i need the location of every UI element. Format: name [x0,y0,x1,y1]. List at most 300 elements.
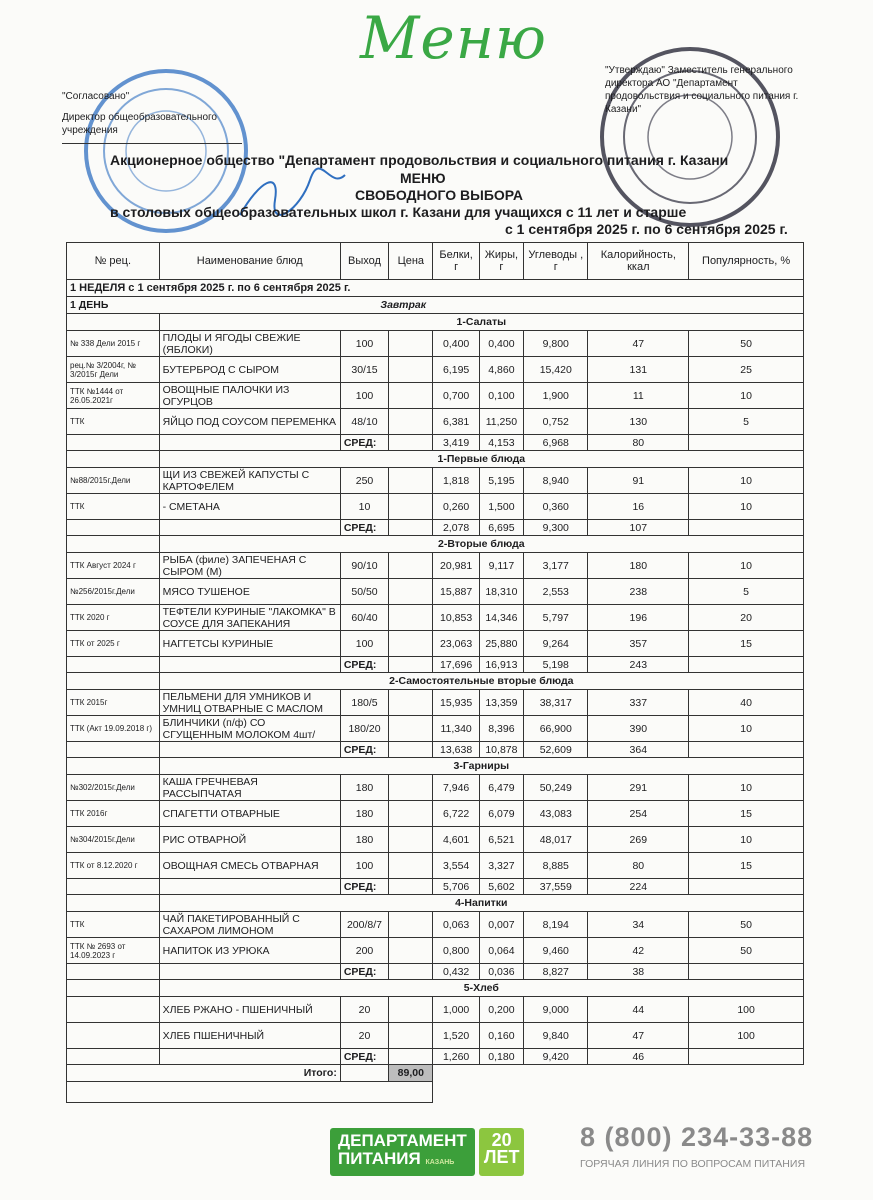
total-row [67,1065,804,1082]
dish-carbs: 9,460 [524,938,588,964]
dish-price [389,605,433,631]
average-row [67,964,804,980]
recipe-code [67,997,160,1023]
dish-protein: 20,981 [433,553,479,579]
menu-table [66,242,804,1103]
average-calories: 46 [588,1049,689,1065]
dish-popularity: 10 [689,553,804,579]
dish-row [67,494,804,520]
dish-row [67,853,804,879]
dish-name: РЫБА (филе) ЗАПЕЧЕНАЯ С СЫРОМ (М) [159,553,340,579]
dish-row [67,690,804,716]
dish-carbs: 9,800 [524,331,588,357]
table-cell [389,742,433,758]
logo-line2: ПИТАНИЯ [338,1149,421,1168]
dish-protein: 11,340 [433,716,479,742]
dish-price [389,775,433,801]
dish-row [67,801,804,827]
dish-name: ПЛОДЫ И ЯГОДЫ СВЕЖИЕ (ЯБЛОКИ) [159,331,340,357]
average-protein: 5,706 [433,879,479,895]
dish-calories: 47 [588,331,689,357]
average-row [67,879,804,895]
dish-price [389,357,433,383]
dish-fat: 4,860 [479,357,523,383]
dish-carbs: 38,317 [524,690,588,716]
week-label: 1 НЕДЕЛЯ с 1 сентября 2025 г. по 6 сентября 2025 г. [67,280,804,297]
page-title: Меню [360,4,547,72]
table-cell [389,435,433,451]
table-cell [67,895,160,912]
table-cell [67,1049,160,1065]
dish-output: 250 [340,468,388,494]
average-protein: 1,260 [433,1049,479,1065]
column-header: Цена [389,243,433,280]
dish-price [389,938,433,964]
dish-fat: 25,880 [479,631,523,657]
average-protein: 2,078 [433,520,479,536]
dish-price [389,468,433,494]
dish-protein: 0,700 [433,383,479,409]
dish-fat: 6,521 [479,827,523,853]
section-title: 1-Первые блюда [159,451,803,468]
average-carbs: 37,559 [524,879,588,895]
meal-label: Завтрак [340,297,803,314]
recipe-code: ТТК №1444 от 26.05.2021г [67,383,160,409]
dish-protein: 15,935 [433,690,479,716]
dish-fat: 8,396 [479,716,523,742]
hotline-caption: ГОРЯЧАЯ ЛИНИЯ ПО ВОПРОСАМ ПИТАНИЯ [580,1158,806,1170]
dish-popularity: 10 [689,716,804,742]
average-fat: 6,695 [479,520,523,536]
section-header-row [67,980,804,997]
table-cell [389,879,433,895]
recipe-code: ТТК [67,494,160,520]
dish-name: ХЛЕБ РЖАНО - ПШЕНИЧНЫЙ [159,997,340,1023]
table-cell [689,657,804,673]
dish-protein: 1,818 [433,468,479,494]
table-cell [159,964,340,980]
dish-popularity: 25 [689,357,804,383]
dish-popularity: 10 [689,468,804,494]
table-cell [689,742,804,758]
dish-calories: 16 [588,494,689,520]
dish-name: ХЛЕБ ПШЕНИЧНЫЙ [159,1023,340,1049]
dish-row [67,553,804,579]
dish-name: ПЕЛЬМЕНИ ДЛЯ УМНИКОВ И УМНИЦ ОТВАРНЫЕ С МАСЛОМ [159,690,340,716]
average-calories: 80 [588,435,689,451]
dish-output: 200/8/7 [340,912,388,938]
dish-price [389,1023,433,1049]
dish-calories: 130 [588,409,689,435]
table-cell [67,657,160,673]
dish-price [389,853,433,879]
agreed-label: "Согласовано" [62,91,130,102]
day-row [67,297,804,314]
dish-price [389,997,433,1023]
dish-protein: 23,063 [433,631,479,657]
dish-carbs: 9,840 [524,1023,588,1049]
dish-output: 100 [340,631,388,657]
table-cell [689,879,804,895]
dish-protein: 0,260 [433,494,479,520]
average-fat: 0,180 [479,1049,523,1065]
column-header: Углеводы , г [524,243,588,280]
dish-protein: 0,400 [433,331,479,357]
dish-carbs: 8,194 [524,912,588,938]
column-header: № рец. [67,243,160,280]
dish-protein: 1,000 [433,997,479,1023]
section-title: 1-Салаты [159,314,803,331]
table-cell [389,657,433,673]
dish-fat: 0,160 [479,1023,523,1049]
table-cell [67,1082,433,1103]
dish-calories: 337 [588,690,689,716]
column-header: Наименование блюд [159,243,340,280]
dish-protein: 15,887 [433,579,479,605]
dish-row [67,331,804,357]
dish-calories: 180 [588,553,689,579]
free-choice-heading: СВОБОДНОГО ВЫБОРА [355,187,524,203]
dish-popularity: 50 [689,938,804,964]
recipe-code: рец.№ 3/2004г, № 3/2015г Дели [67,357,160,383]
dish-fat: 11,250 [479,409,523,435]
dish-name: ОВОЩНЫЕ ПАЛОЧКИ ИЗ ОГУРЦОВ [159,383,340,409]
average-carbs: 9,420 [524,1049,588,1065]
average-row [67,742,804,758]
average-fat: 4,153 [479,435,523,451]
dish-calories: 44 [588,997,689,1023]
dish-popularity: 100 [689,1023,804,1049]
approved-block: "Утверждаю" Заместитель генерального директора АО "Департамент продовольствия и социального питания г. Казани" [605,65,799,115]
dish-carbs: 66,900 [524,716,588,742]
logo-text [330,1128,475,1176]
table-cell [67,314,160,331]
dish-row [67,631,804,657]
average-calories: 38 [588,964,689,980]
dish-output: 180/20 [340,716,388,742]
dish-protein: 7,946 [433,775,479,801]
average-calories: 364 [588,742,689,758]
blank-row [67,1082,804,1103]
section-header-row [67,673,804,690]
dish-fat: 14,346 [479,605,523,631]
table-cell [689,435,804,451]
average-label: СРЕД: [340,879,388,895]
dish-protein: 6,381 [433,409,479,435]
average-row [67,1049,804,1065]
average-carbs: 6,968 [524,435,588,451]
recipe-code: ТТК 2016г [67,801,160,827]
dish-carbs: 9,000 [524,997,588,1023]
average-calories: 243 [588,657,689,673]
dish-protein: 6,195 [433,357,479,383]
dish-popularity: 15 [689,631,804,657]
menu-table-wrap [66,242,804,1103]
dish-carbs: 0,752 [524,409,588,435]
average-fat: 0,036 [479,964,523,980]
dish-price [389,690,433,716]
section-title: 3-Гарниры [159,758,803,775]
recipe-code: №88/2015г.Дели [67,468,160,494]
average-carbs: 9,300 [524,520,588,536]
dish-fat: 0,007 [479,912,523,938]
table-cell [389,520,433,536]
dish-calories: 42 [588,938,689,964]
dish-output: 100 [340,383,388,409]
average-carbs: 8,827 [524,964,588,980]
recipe-code: ТТК от 8.12.2020 г [67,853,160,879]
dish-price [389,631,433,657]
dish-fat: 6,479 [479,775,523,801]
period-heading: с 1 сентября 2025 г. по 6 сентября 2025 г. [505,221,788,237]
dish-row [67,468,804,494]
dish-name: БУТЕРБРОД С СЫРОМ [159,357,340,383]
table-cell [67,758,160,775]
recipe-code: №304/2015г.Дели [67,827,160,853]
average-fat: 5,602 [479,879,523,895]
dish-carbs: 8,885 [524,853,588,879]
section-title: 5-Хлеб [159,980,803,997]
dish-fat: 0,064 [479,938,523,964]
dish-name: НАПИТОК ИЗ УРЮКА [159,938,340,964]
dish-calories: 47 [588,1023,689,1049]
column-header: Популярность, % [689,243,804,280]
table-cell [433,1082,804,1103]
dish-calories: 34 [588,912,689,938]
dish-fat: 1,500 [479,494,523,520]
logo-anniversary [479,1128,525,1176]
brand-logo [330,1128,524,1176]
dish-row [67,997,804,1023]
dish-carbs: 9,264 [524,631,588,657]
recipe-code: ТТК [67,912,160,938]
dish-protein: 0,800 [433,938,479,964]
average-label: СРЕД: [340,742,388,758]
total-value: 89,00 [389,1065,433,1082]
section-header-row [67,314,804,331]
dish-popularity: 5 [689,409,804,435]
week-row [67,280,804,297]
dish-row [67,716,804,742]
dish-name: ЧАЙ ПАКЕТИРОВАННЫЙ С САХАРОМ ЛИМОНОМ [159,912,340,938]
table-cell [67,536,160,553]
dish-row [67,827,804,853]
recipe-code: №256/2015г.Дели [67,579,160,605]
dish-row [67,775,804,801]
table-body [67,280,804,1103]
dish-row [67,383,804,409]
average-protein: 13,638 [433,742,479,758]
column-header: Белки, г [433,243,479,280]
average-row [67,520,804,536]
dish-carbs: 2,553 [524,579,588,605]
dish-calories: 390 [588,716,689,742]
average-label: СРЕД: [340,657,388,673]
dish-name: РИС ОТВАРНОЙ [159,827,340,853]
column-header: Жиры, г [479,243,523,280]
dish-output: 90/10 [340,553,388,579]
dish-calories: 238 [588,579,689,605]
dish-name: ОВОЩНАЯ СМЕСЬ ОТВАРНАЯ [159,853,340,879]
dish-name: ЯЙЦО ПОД СОУСОМ ПЕРЕМЕНКА [159,409,340,435]
dish-protein: 4,601 [433,827,479,853]
recipe-code: № 338 Дели 2015 г [67,331,160,357]
total-label: Итого: [67,1065,341,1082]
table-cell [159,657,340,673]
dish-output: 100 [340,853,388,879]
average-carbs: 5,198 [524,657,588,673]
dish-output: 180 [340,801,388,827]
dish-carbs: 15,420 [524,357,588,383]
dish-protein: 3,554 [433,853,479,879]
column-header: Калорийность, ккал [588,243,689,280]
dish-calories: 196 [588,605,689,631]
dish-popularity: 20 [689,605,804,631]
table-cell [433,1065,804,1082]
dish-price [389,409,433,435]
dish-name: БЛИНЧИКИ (п/ф) СО СГУЩЕННЫМ МОЛОКОМ 4шт/ [159,716,340,742]
dish-row [67,409,804,435]
dish-fat: 13,359 [479,690,523,716]
table-cell [67,964,160,980]
recipe-code: ТТК 2020 г [67,605,160,631]
dish-calories: 291 [588,775,689,801]
dish-name: - СМЕТАНА [159,494,340,520]
logo-years-word: ЛЕТ [483,1147,520,1167]
dish-popularity: 15 [689,853,804,879]
dish-name: МЯСО ТУШЕНОЕ [159,579,340,605]
table-cell [159,1049,340,1065]
dish-row [67,605,804,631]
average-calories: 224 [588,879,689,895]
dish-row [67,1023,804,1049]
section-header-row [67,895,804,912]
dish-popularity: 10 [689,494,804,520]
table-cell [159,435,340,451]
recipe-code: ТТК 2015г [67,690,160,716]
dish-calories: 357 [588,631,689,657]
dish-fat: 18,310 [479,579,523,605]
section-header-row [67,536,804,553]
logo-city: КАЗАНЬ [425,1159,455,1166]
agreed-block [62,90,242,144]
dish-output: 180/5 [340,690,388,716]
hotline-phone: 8 (800) 234-33-88 [580,1122,814,1152]
org-name: Акционерное общество "Департамент продовольствия и социального питания г. Казани [110,152,729,168]
dish-calories: 91 [588,468,689,494]
dish-output: 200 [340,938,388,964]
dish-output: 180 [340,827,388,853]
dish-calories: 131 [588,357,689,383]
dish-fat: 0,200 [479,997,523,1023]
dish-fat: 6,079 [479,801,523,827]
recipe-code: ТТК [67,409,160,435]
average-carbs: 52,609 [524,742,588,758]
section-header-row [67,758,804,775]
dish-protein: 1,520 [433,1023,479,1049]
dish-output: 50/50 [340,579,388,605]
table-cell [67,435,160,451]
dish-row [67,938,804,964]
dish-popularity: 10 [689,827,804,853]
dish-calories: 254 [588,801,689,827]
dish-popularity: 40 [689,690,804,716]
dish-carbs: 50,249 [524,775,588,801]
dish-fat: 0,400 [479,331,523,357]
dish-name: КАША ГРЕЧНЕВАЯ РАССЫПЧАТАЯ [159,775,340,801]
dish-calories: 269 [588,827,689,853]
section-header-row [67,451,804,468]
table-cell [159,742,340,758]
table-cell [67,451,160,468]
dish-carbs: 3,177 [524,553,588,579]
dish-name: НАГГЕТСЫ КУРИНЫЕ [159,631,340,657]
dish-popularity: 50 [689,912,804,938]
table-cell [67,742,160,758]
recipe-code: ТТК от 2025 г [67,631,160,657]
dish-protein: 10,853 [433,605,479,631]
logo-line1: ДЕПАРТАМЕНТ [338,1131,467,1150]
dish-output: 20 [340,997,388,1023]
dish-price [389,553,433,579]
dish-calories: 11 [588,383,689,409]
dish-protein: 0,063 [433,912,479,938]
dish-row [67,357,804,383]
dish-protein: 6,722 [433,801,479,827]
table-cell [159,520,340,536]
menu-heading: МЕНЮ [400,170,446,186]
column-header: Выход [340,243,388,280]
dish-popularity: 100 [689,997,804,1023]
table-cell [159,879,340,895]
average-protein: 3,419 [433,435,479,451]
dish-row [67,579,804,605]
section-title: 4-Напитки [159,895,803,912]
dish-carbs: 5,797 [524,605,588,631]
dish-price [389,827,433,853]
dish-popularity: 10 [689,775,804,801]
table-cell [67,520,160,536]
table-header-row [67,243,804,280]
section-title: 2-Вторые блюда [159,536,803,553]
average-row [67,435,804,451]
dish-calories: 80 [588,853,689,879]
dish-carbs: 0,360 [524,494,588,520]
table-cell [389,964,433,980]
dish-fat: 9,117 [479,553,523,579]
dish-fat: 3,327 [479,853,523,879]
average-row [67,657,804,673]
dish-popularity: 15 [689,801,804,827]
agreed-position: Директор общеобразовательного учреждения [62,112,217,136]
dish-popularity: 5 [689,579,804,605]
recipe-code [67,1023,160,1049]
dish-name: СПАГЕТТИ ОТВАРНЫЕ [159,801,340,827]
dish-price [389,383,433,409]
recipe-code: №302/2015г.Дели [67,775,160,801]
table-cell [340,1065,388,1082]
signature-line [62,143,242,144]
dish-popularity: 50 [689,331,804,357]
dish-price [389,912,433,938]
dish-carbs: 48,017 [524,827,588,853]
dish-price [389,579,433,605]
dish-output: 30/15 [340,357,388,383]
dish-price [389,494,433,520]
recipe-code: ТТК (Акт 19.09.2018 г) [67,716,160,742]
schools-heading: в столовых общеобразовательных школ г. Казани для учащихся с 11 лет и старше [110,204,687,220]
average-protein: 0,432 [433,964,479,980]
